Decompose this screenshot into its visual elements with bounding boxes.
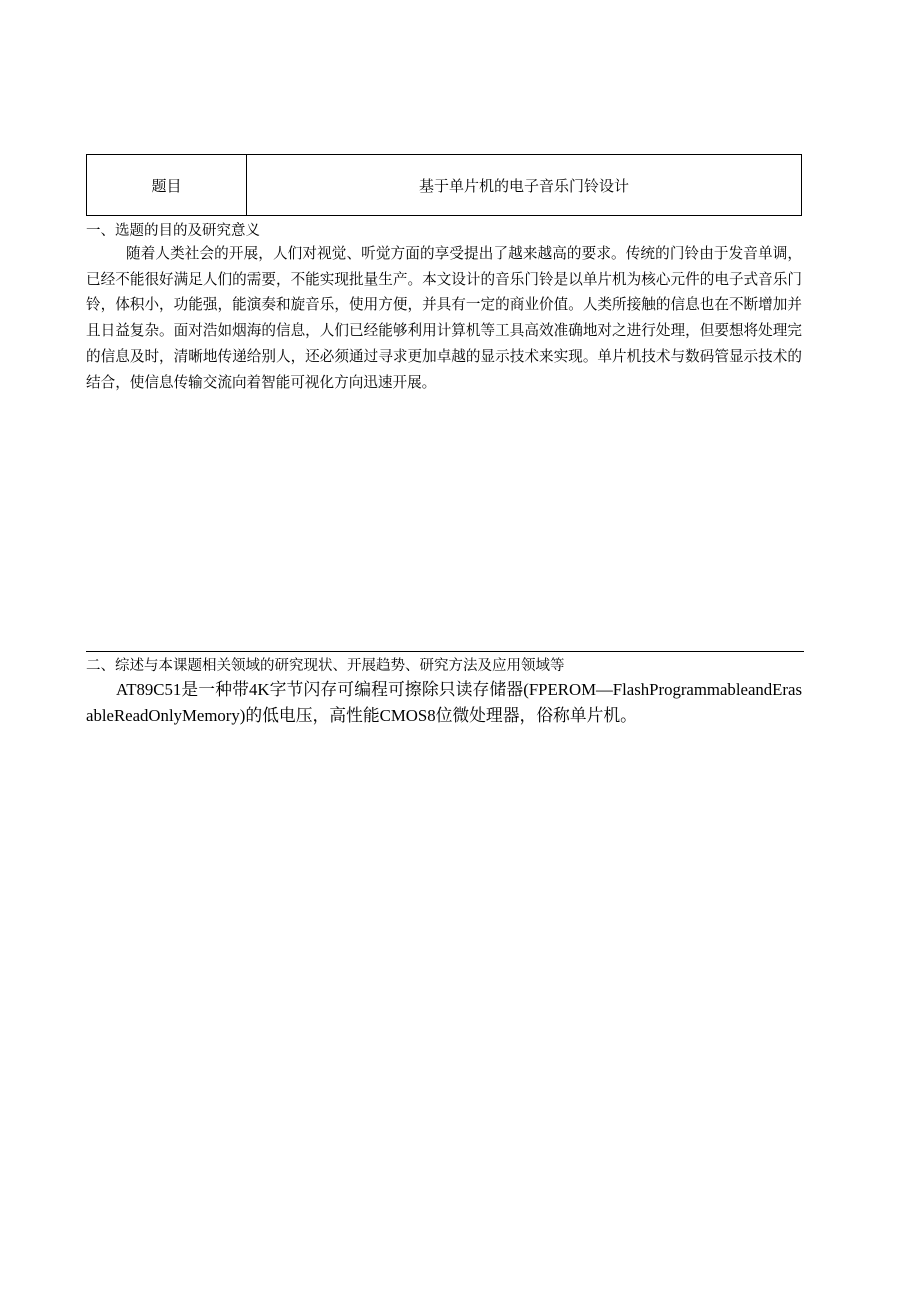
title-label: 题目 — [87, 155, 247, 215]
section-1-paragraph: 随着人类社会的开展，人们对视觉、听觉方面的享受提出了越来越高的要求。传统的门铃由于发音单调，已经不能很好满足人们的需要，不能实现批量生产。本文设计的音乐门铃是以单片机为核心元件的电子式音乐门铃，体积小，功能强，能演奏和旋音乐，使用方便，并具有一定的商业价值。人类所接触的信息也在不断增加并且日益复杂。面对浩如烟海的信息，人们已经能够利用计算机等工具高效准确地对之进行处理，但要想将处理完的信息及时，清晰地传递给别人，还必须通过寻求更加卓越的显示技术来实现。单片机技术与数码管显示技术的结合，使信息传输交流向着智能可视化方向迅速开展。 — [86, 245, 802, 391]
section-divider — [86, 651, 804, 652]
section-2-paragraph: AT89C51是一种带4K字节闪存可编程可擦除只读存储器(FPEROM—FlashProgrammableandErasableReadOnlyMemory)的低电压，高性能CMOS8位微处理器，俗称单片机。 — [86, 680, 802, 725]
section-1-heading: 一、选题的目的及研究意义 — [86, 223, 260, 239]
section-2-heading: 二、综述与本课题相关领域的研究现状、开展趋势、研究方法及应用领域等 — [86, 658, 565, 674]
title-table — [86, 154, 802, 216]
project-title: 基于单片机的电子音乐门铃设计 — [418, 176, 629, 195]
